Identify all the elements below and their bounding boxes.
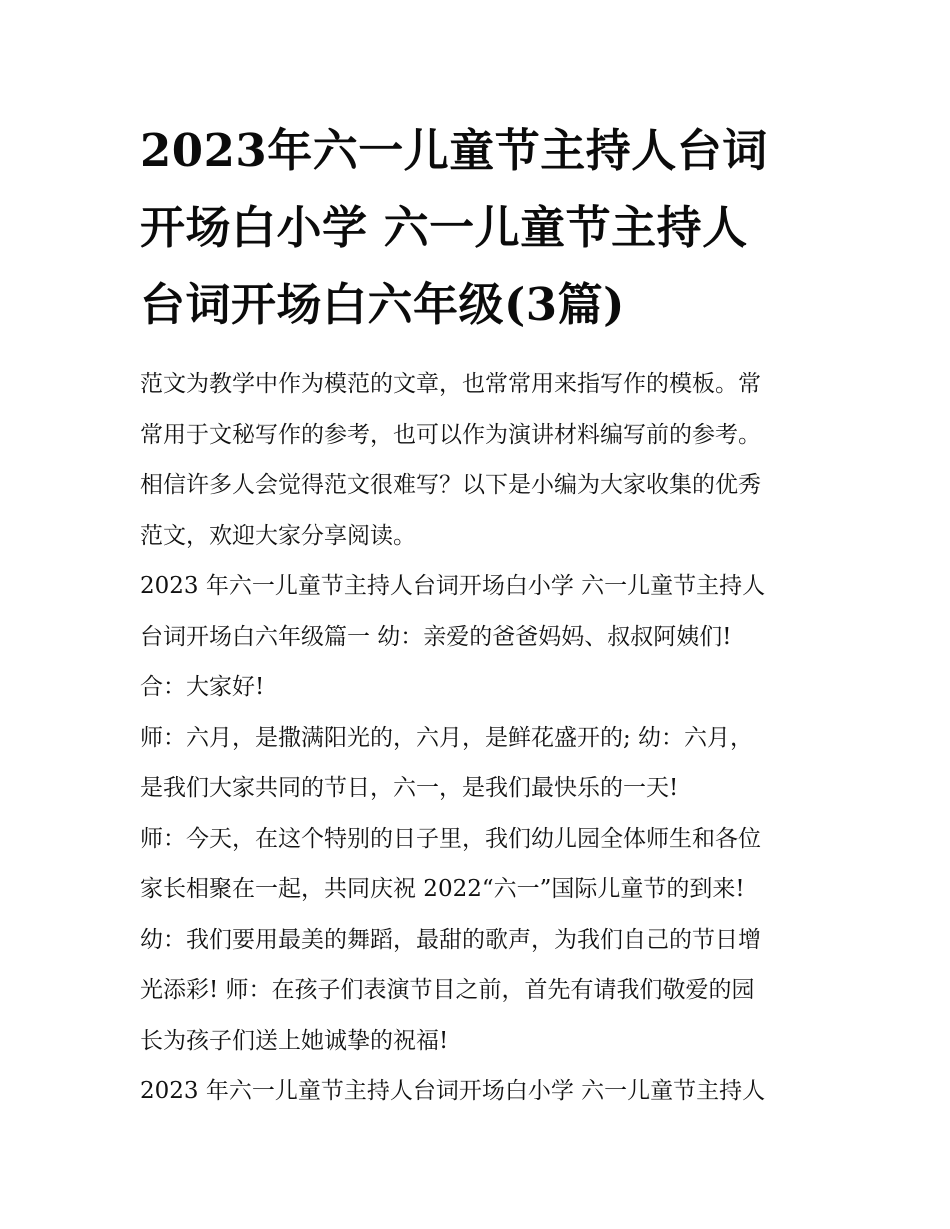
- body-line: 幼：我们要用最美的舞蹈，最甜的歌声，为我们自己的节日增: [140, 926, 761, 953]
- body-line: 光添彩! 师：在孩子们表演节目之前，首先有请我们敬爱的园: [140, 977, 755, 1003]
- body-line: 合：大家好!: [140, 674, 265, 700]
- body-line: 相信许多人会觉得范文很难写？以下是小编为大家收集的优秀: [140, 472, 761, 498]
- body-line: 常用于文秘写作的参考，也可以作为演讲材料编写前的参考。: [140, 421, 761, 448]
- body-line: 2023 年六一儿童节主持人台词开场白小学 六一儿童节主持人: [140, 573, 766, 599]
- body-line: 范文为教学中作为模范的文章，也常常用来指写作的模板。常: [140, 371, 761, 397]
- document-body: [140, 359, 820, 1117]
- title-line: 开场白小学 六一儿童节主持人: [140, 201, 748, 254]
- body-line: 台词开场白六年级篇一 幼：亲爱的爸爸妈妈、叔叔阿姨们!: [140, 623, 732, 650]
- title-line: 台词开场白六年级(3篇): [140, 278, 625, 331]
- body-line: 范文，欢迎大家分享阅读。: [140, 522, 416, 549]
- body-line: 师：今天，在这个特别的日子里，我们幼儿园全体师生和各位: [140, 825, 761, 852]
- body-line: 2023 年六一儿童节主持人台词开场白小学 六一儿童节主持人: [140, 1078, 766, 1104]
- body-line: 家长相聚在一起，共同庆祝 2022“六一”国际儿童节的到来!: [140, 876, 745, 902]
- title-line: 2023年六一儿童节主持人台词: [140, 124, 768, 177]
- body-line: 长为孩子们送上她诚挚的祝福!: [140, 1027, 449, 1054]
- body-line: 师：六月，是撒满阳光的，六月，是鲜花盛开的; 幼：六月，: [140, 724, 754, 751]
- document-title: [140, 112, 820, 343]
- body-line: 是我们大家共同的节日，六一，是我们最快乐的一天!: [140, 775, 679, 801]
